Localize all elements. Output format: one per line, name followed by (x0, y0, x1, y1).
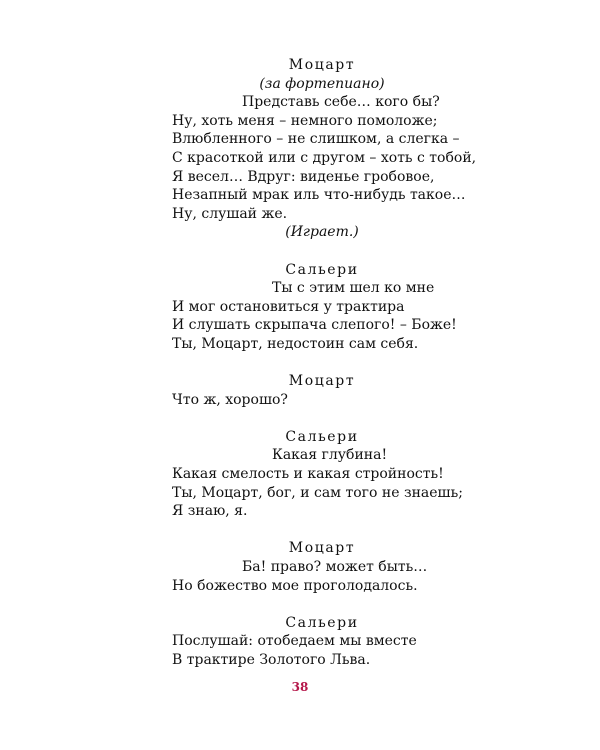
stanza-gap (172, 409, 472, 428)
dialogue-block (172, 614, 472, 670)
verse-line: Влюбленного – не слишком, а слегка – (172, 131, 460, 148)
stage-direction: (Играет.) (285, 224, 359, 241)
speaker-name: Моцарт (288, 57, 356, 73)
dialogue-block (172, 372, 472, 409)
speaker-name: Моцарт (288, 373, 356, 390)
speaker-name: Сальери (285, 428, 359, 445)
verse-line: И слушать скрыпача слепого! – Боже! (172, 317, 457, 334)
stanza-gap (172, 354, 472, 373)
verse-line: Ты с этим шел ко мне (272, 280, 435, 297)
verse-line: Ну, хоть меня – немного помоложе; (172, 112, 438, 129)
dialogue-block (172, 539, 472, 595)
verse-line: В трактире Золотого Льва. (172, 652, 371, 668)
verse-line: Что ж, хорошо? (172, 391, 288, 408)
verse-line: Ну, слушай же. (172, 205, 288, 222)
speaker-name: Сальери (285, 261, 359, 278)
verse-line: Послушай: отобедаем мы вместе (172, 633, 417, 650)
verse-line: И мог остановиться у трактира (172, 298, 405, 315)
verse-line: Но божество мое проголодалось. (172, 577, 418, 594)
verse-line: Ба! право? может быть… (242, 559, 428, 576)
verse-line: Ты, Моцарт, бог, и сам того не знаешь; (172, 484, 463, 501)
stanza-gap (172, 242, 472, 261)
dialogue-block (172, 261, 472, 354)
dialogue-block (172, 56, 477, 242)
speaker-name: Моцарт (288, 540, 356, 557)
stanza-gap (172, 521, 472, 540)
page-number: 38 (291, 680, 309, 694)
verse-line: Какая смелость и какая стройность! (172, 466, 444, 483)
speaker-name: Сальери (285, 614, 359, 631)
verse-line: Я знаю, я. (172, 503, 248, 520)
verse-line: Ты, Моцарт, недостоин сам себя. (172, 335, 419, 352)
stage-direction: (за фортепиано) (259, 75, 385, 92)
dialogue-block (172, 428, 472, 521)
verse-line: С красоткой или с другом – хоть с тобой, (172, 149, 477, 166)
verse-line: Незапный мрак иль что-нибудь такое… (172, 187, 466, 204)
verse-line: Представь себе… кого бы? (242, 94, 440, 111)
verse-line: Я весел… Вдруг: виденье гробовое, (172, 168, 435, 185)
stanza-gap (172, 595, 472, 614)
verse-line: Какая глубина! (272, 447, 388, 464)
play-text (172, 56, 477, 670)
